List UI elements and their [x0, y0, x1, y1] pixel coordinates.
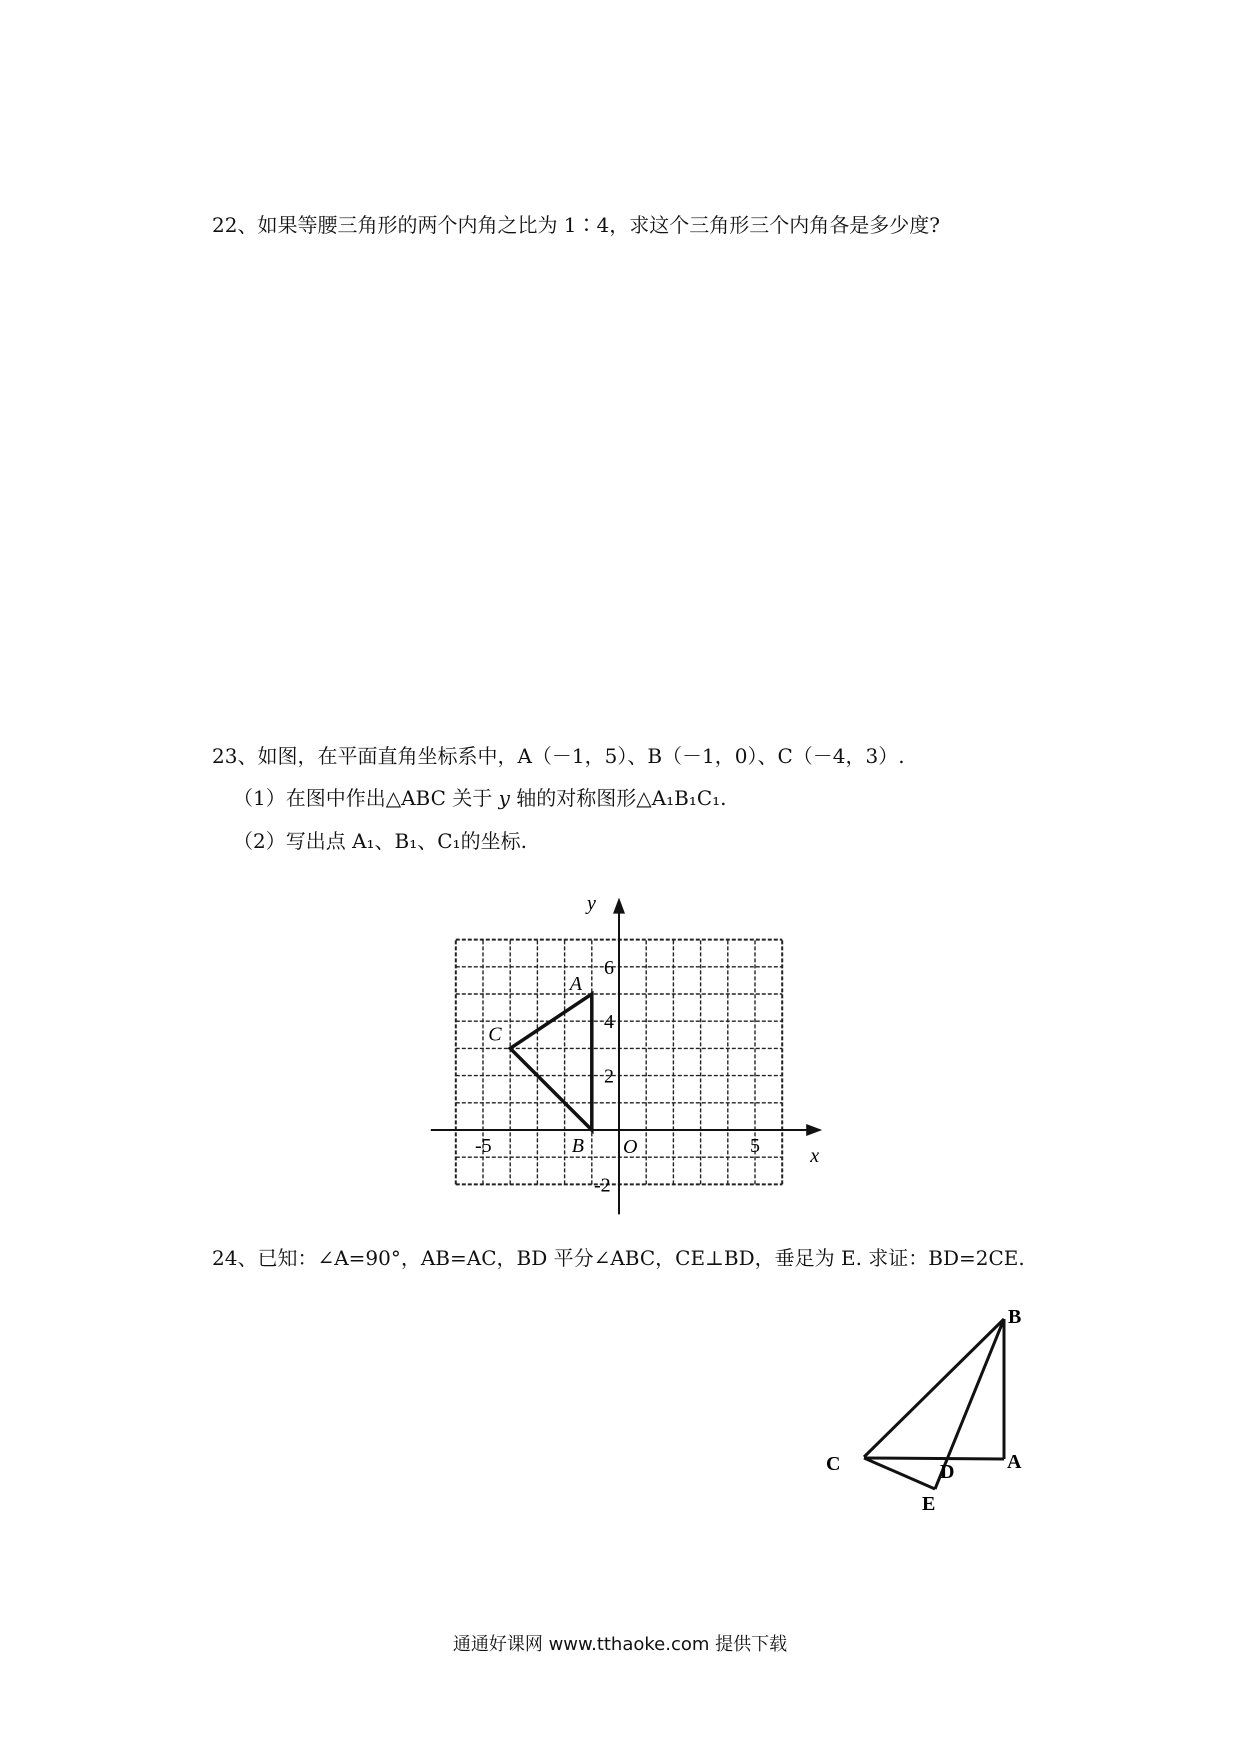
footer-text: 通通好课网 www.tthaoke.com 提供下载 — [452, 1634, 788, 1655]
question-23-part-1-var: y — [498, 786, 510, 810]
question-24-text: 24、已知：∠A=90°，AB=AC，BD 平分∠ABC，CE⊥BD，垂足为 E. 求证：BD=2CE. — [212, 1246, 1025, 1270]
tick-label: -5 — [475, 1135, 492, 1157]
label-a: A — [1007, 1451, 1022, 1473]
question-23-part-1-text-b: 轴的对称图形△A₁B₁C₁. — [509, 786, 727, 810]
tick-label: 4 — [604, 1011, 614, 1034]
segment-ca — [864, 1458, 1004, 1459]
label-b: B — [1008, 1306, 1022, 1328]
point-label-c: C — [488, 1023, 502, 1046]
x-axis-arrow — [806, 1124, 822, 1136]
question-23-stem-text: 23、如图，在平面直角坐标系中，A（－1，5）、B（－1，0）、C（－4，3）. — [212, 744, 905, 768]
question-22-text: 22、如果等腰三角形的两个内角之比为 1∶4，求这个三角形三个内角各是多少度? — [212, 213, 940, 237]
segment-cb — [864, 1319, 1004, 1457]
tick-label: 5 — [750, 1135, 760, 1157]
origin-label: O — [623, 1136, 638, 1158]
y-axis-label: y — [587, 892, 596, 915]
footer — [0, 1633, 1240, 1657]
point-label-b: B — [571, 1135, 585, 1157]
y-axis-arrow — [613, 898, 625, 914]
point-label-a: A — [569, 973, 583, 995]
tick-label: -2 — [594, 1174, 611, 1197]
question-23-part-2-text: （2）写出点 A₁、B₁、C₁的坐标. — [233, 829, 527, 853]
tick-label: 6 — [604, 956, 614, 979]
coordinate-grid-figure — [431, 893, 822, 1215]
segment-ce — [864, 1458, 935, 1489]
question-23-part-1-text-a: （1）在图中作出△ABC 关于 — [233, 786, 499, 810]
question-24 — [212, 1244, 1025, 1272]
label-e: E — [922, 1493, 936, 1515]
triangle-abc — [510, 994, 592, 1130]
label-c: C — [826, 1453, 841, 1475]
tick-label: 2 — [604, 1065, 614, 1088]
triangle-figure-q24 — [826, 1306, 1022, 1515]
label-d: D — [940, 1461, 955, 1483]
x-axis-label: x — [810, 1145, 820, 1167]
